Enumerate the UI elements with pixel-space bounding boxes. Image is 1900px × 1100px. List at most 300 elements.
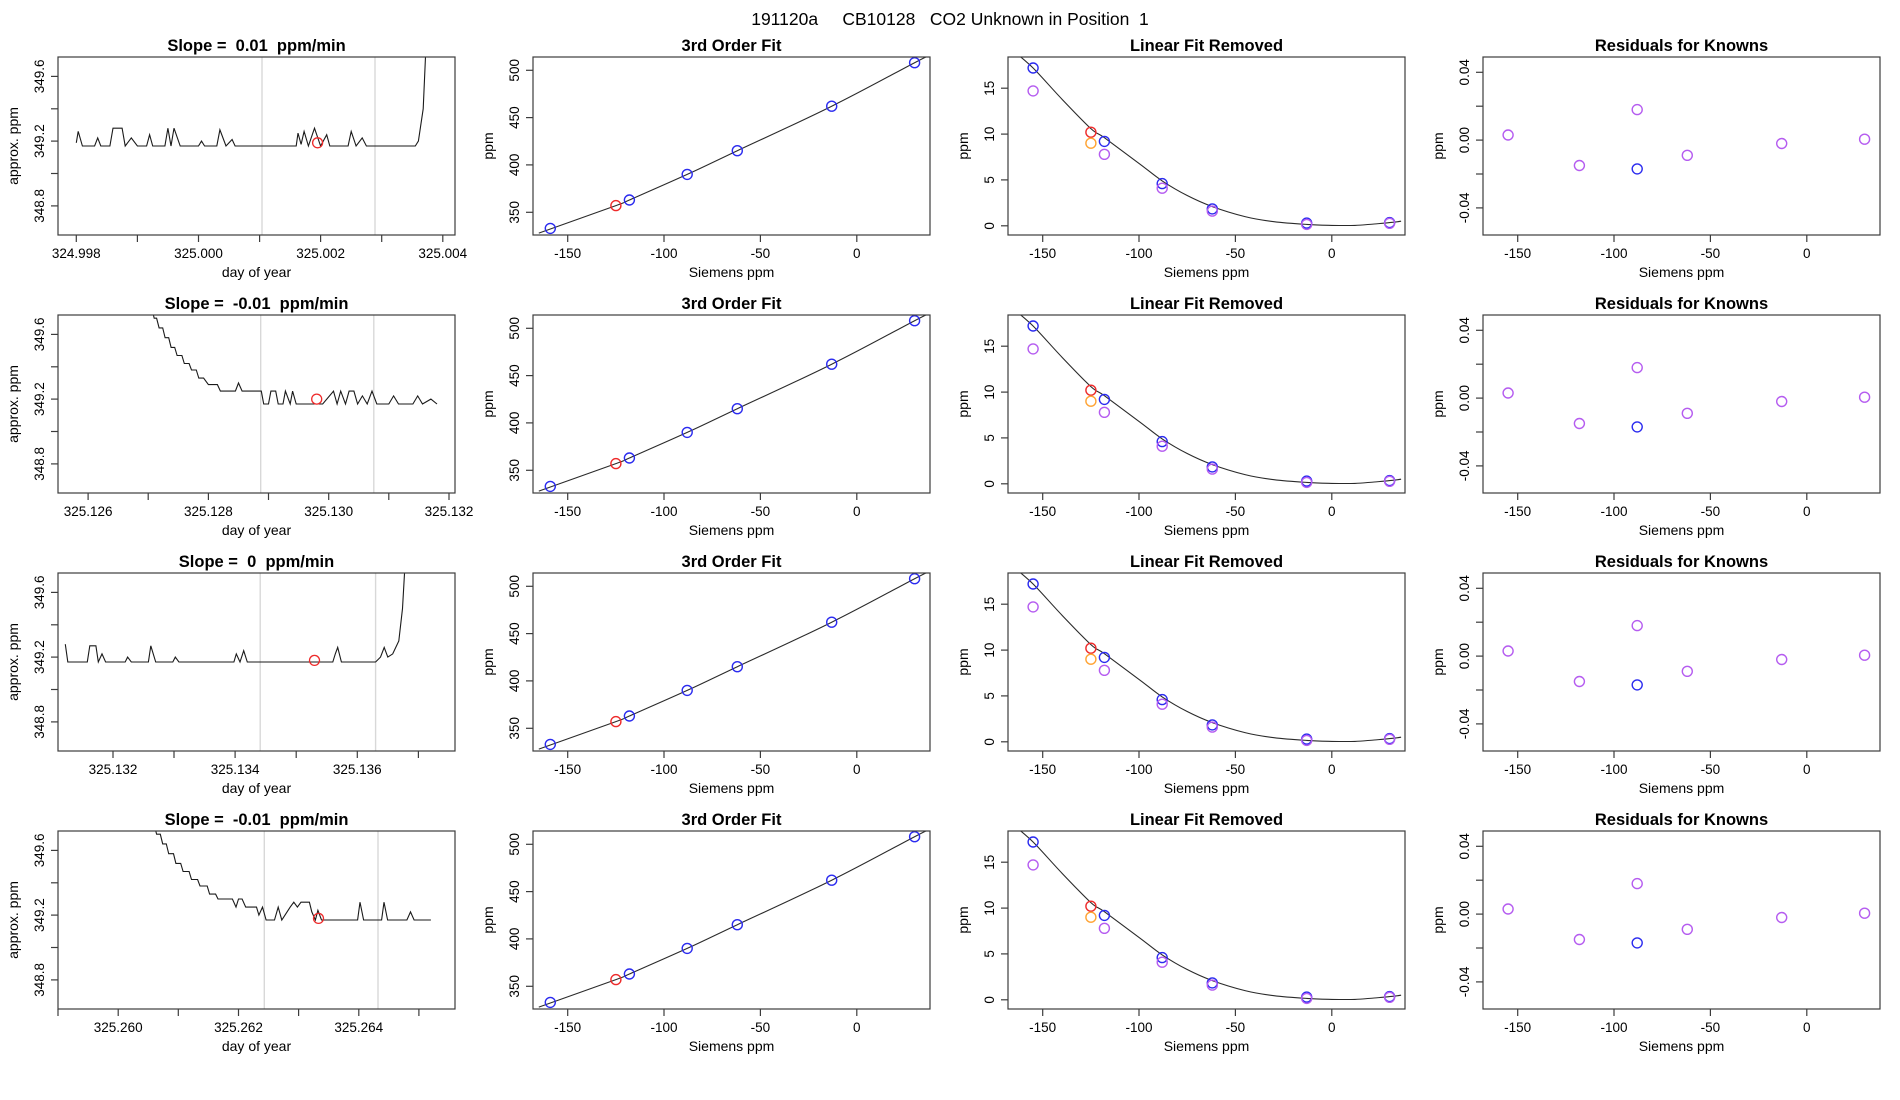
svg-text:-150: -150 xyxy=(554,246,582,261)
svg-text:325.262: 325.262 xyxy=(214,1020,263,1035)
svg-text:-150: -150 xyxy=(1029,1020,1057,1035)
purple-point xyxy=(1682,666,1692,676)
svg-text:15: 15 xyxy=(982,80,997,96)
series-line xyxy=(76,52,425,146)
svg-text:349.6: 349.6 xyxy=(32,833,47,868)
blue-point xyxy=(1632,938,1642,948)
plot-frame xyxy=(1483,315,1880,493)
series-line xyxy=(65,567,405,663)
svg-text:-150: -150 xyxy=(1029,504,1057,519)
blue-point xyxy=(545,739,555,749)
svg-text:349.6: 349.6 xyxy=(32,575,47,610)
svg-text:-100: -100 xyxy=(1600,504,1628,519)
x-axis-label: day of year xyxy=(221,522,292,538)
svg-text:349.2: 349.2 xyxy=(32,898,47,932)
x-axis xyxy=(64,493,474,538)
x-axis xyxy=(1029,493,1335,538)
panel-title: 3rd Order Fit xyxy=(681,554,782,571)
panel-title: Residuals for Knowns xyxy=(1594,554,1769,571)
svg-text:0: 0 xyxy=(853,246,861,261)
data-points xyxy=(1503,879,1870,948)
y-axis-label: approx. ppm xyxy=(5,365,21,443)
purple-point xyxy=(1207,206,1217,216)
x-axis-label: day of year xyxy=(221,264,292,280)
y-axis xyxy=(1430,59,1483,224)
svg-text:0: 0 xyxy=(1328,246,1336,261)
red-marker xyxy=(313,138,323,148)
y-axis-label: ppm xyxy=(955,648,971,676)
svg-text:5: 5 xyxy=(982,692,997,700)
svg-text:0: 0 xyxy=(1803,762,1811,777)
x-axis xyxy=(1029,751,1335,796)
svg-text:450: 450 xyxy=(507,622,522,645)
purple-point xyxy=(1632,879,1642,889)
purple-point xyxy=(1503,130,1513,140)
svg-text:5: 5 xyxy=(982,176,997,184)
x-axis xyxy=(52,235,468,280)
orange-point xyxy=(1086,396,1096,406)
svg-text:15: 15 xyxy=(982,854,997,870)
svg-text:-150: -150 xyxy=(1029,762,1057,777)
svg-text:350: 350 xyxy=(507,201,522,224)
data-points xyxy=(1503,621,1870,690)
svg-text:500: 500 xyxy=(507,833,522,856)
y-axis-label: ppm xyxy=(955,906,971,934)
panel-title: Slope = 0 ppm/min xyxy=(178,554,335,571)
svg-text:325.132: 325.132 xyxy=(88,762,138,777)
svg-text:0: 0 xyxy=(1328,504,1336,519)
blue-point xyxy=(1632,164,1642,174)
svg-text:-100: -100 xyxy=(650,762,678,777)
purple-point xyxy=(1099,923,1109,933)
svg-text:-150: -150 xyxy=(1504,246,1532,261)
svg-text:0.04: 0.04 xyxy=(1457,317,1472,344)
residuals-panel-row1 xyxy=(1425,38,1900,296)
plot-frame xyxy=(1483,573,1880,751)
svg-text:0.00: 0.00 xyxy=(1457,126,1472,154)
main-title: 191120a CB10128 CO2 Unknown in Position 1 xyxy=(751,9,1149,29)
svg-text:400: 400 xyxy=(507,411,522,435)
purple-point xyxy=(1574,419,1584,429)
y-axis xyxy=(955,81,1008,230)
panel-title: Residuals for Knowns xyxy=(1594,296,1769,313)
svg-text:-0.04: -0.04 xyxy=(1457,192,1472,224)
purple-point xyxy=(1503,904,1513,914)
data-points xyxy=(1028,321,1395,487)
data-points xyxy=(545,58,919,234)
y-axis-label: ppm xyxy=(480,390,496,418)
y-axis-label: approx. ppm xyxy=(5,623,21,701)
y-axis-label: ppm xyxy=(480,906,496,934)
purple-point xyxy=(1099,149,1109,159)
svg-text:325.000: 325.000 xyxy=(174,246,223,261)
purple-point xyxy=(1574,935,1584,945)
data-points xyxy=(1503,363,1870,432)
y-axis-label: ppm xyxy=(955,132,971,160)
y-axis xyxy=(5,60,58,223)
panel-title: 3rd Order Fit xyxy=(681,296,782,313)
orange-point xyxy=(1086,912,1096,922)
svg-text:-150: -150 xyxy=(554,1020,582,1035)
x-axis xyxy=(58,1009,419,1054)
svg-text:325.130: 325.130 xyxy=(304,504,354,519)
blue-point xyxy=(545,223,555,233)
svg-text:-150: -150 xyxy=(1504,504,1532,519)
svg-text:325.260: 325.260 xyxy=(93,1020,143,1035)
panel-title: 3rd Order Fit xyxy=(681,812,782,829)
purple-point xyxy=(1503,388,1513,398)
svg-text:5: 5 xyxy=(982,950,997,958)
data-points xyxy=(1028,63,1395,229)
svg-text:325.004: 325.004 xyxy=(418,246,468,261)
purple-point xyxy=(1682,924,1692,934)
orange-point xyxy=(1086,138,1096,148)
residuals-panel-row2 xyxy=(1425,296,1900,554)
purple-point xyxy=(1574,677,1584,687)
y-axis-label: ppm xyxy=(480,648,496,676)
data-points xyxy=(1028,579,1395,745)
svg-text:0: 0 xyxy=(1803,1020,1811,1035)
svg-text:400: 400 xyxy=(507,153,522,177)
y-axis xyxy=(955,597,1008,746)
purple-point xyxy=(1777,397,1787,407)
y-axis xyxy=(5,834,58,997)
svg-text:400: 400 xyxy=(507,927,522,951)
fit-curve xyxy=(1012,824,1401,1000)
panel-title: Slope = 0.01 ppm/min xyxy=(167,38,346,55)
y-axis-label: ppm xyxy=(1430,132,1446,160)
x-axis xyxy=(554,751,860,796)
svg-text:0: 0 xyxy=(1803,504,1811,519)
svg-text:-50: -50 xyxy=(750,504,771,519)
svg-text:10: 10 xyxy=(982,900,997,916)
plot-frame xyxy=(1483,831,1880,1009)
purple-point xyxy=(1777,913,1787,923)
blue-point xyxy=(545,481,555,491)
svg-text:500: 500 xyxy=(507,575,522,598)
x-axis-label: Siemens ppm xyxy=(688,264,775,280)
y-axis xyxy=(480,59,533,224)
svg-text:-50: -50 xyxy=(1225,504,1246,519)
svg-text:-50: -50 xyxy=(750,246,771,261)
svg-text:350: 350 xyxy=(507,459,522,482)
x-axis xyxy=(1504,751,1810,796)
svg-text:0: 0 xyxy=(982,996,997,1004)
plot-frame xyxy=(1008,315,1405,493)
fit-curve xyxy=(539,315,926,491)
residuals-panel-row3 xyxy=(1425,554,1900,812)
svg-text:-150: -150 xyxy=(554,504,582,519)
data-points xyxy=(1503,105,1870,174)
y-axis xyxy=(955,339,1008,488)
x-axis-label: Siemens ppm xyxy=(1163,264,1250,280)
panel-title: Residuals for Knowns xyxy=(1594,812,1769,829)
y-axis-label: ppm xyxy=(480,132,496,160)
panel-title: Slope = -0.01 ppm/min xyxy=(164,812,349,829)
x-axis-label: Siemens ppm xyxy=(688,1038,775,1054)
svg-text:325.002: 325.002 xyxy=(296,246,346,261)
data-points xyxy=(1028,837,1395,1003)
svg-text:348.8: 348.8 xyxy=(32,189,47,223)
third-order-fit-panel-row3 xyxy=(475,554,950,812)
svg-text:-100: -100 xyxy=(1600,762,1628,777)
x-axis-label: Siemens ppm xyxy=(1638,1038,1725,1054)
svg-text:0: 0 xyxy=(982,222,997,230)
y-axis-label: ppm xyxy=(1430,390,1446,418)
svg-text:0: 0 xyxy=(1328,762,1336,777)
purple-point xyxy=(1860,650,1870,660)
svg-text:0: 0 xyxy=(853,762,861,777)
panel-title: Slope = -0.01 ppm/min xyxy=(164,296,349,313)
svg-text:-100: -100 xyxy=(1125,1020,1153,1035)
x-axis xyxy=(554,493,860,538)
svg-text:-0.04: -0.04 xyxy=(1457,450,1472,482)
timeseries-panel-row3 xyxy=(0,554,475,812)
fit-curve xyxy=(1012,566,1401,742)
svg-text:5: 5 xyxy=(982,434,997,442)
svg-text:-50: -50 xyxy=(1225,246,1246,261)
y-axis xyxy=(5,318,58,481)
svg-text:350: 350 xyxy=(507,975,522,998)
svg-text:-50: -50 xyxy=(1225,762,1246,777)
svg-text:-0.04: -0.04 xyxy=(1457,708,1472,740)
x-axis xyxy=(1504,235,1810,280)
svg-text:15: 15 xyxy=(982,338,997,354)
svg-text:349.2: 349.2 xyxy=(32,640,47,674)
svg-text:0.00: 0.00 xyxy=(1457,642,1472,670)
svg-text:349.2: 349.2 xyxy=(32,382,47,416)
x-axis xyxy=(1504,1009,1810,1054)
x-axis-label: Siemens ppm xyxy=(1638,780,1725,796)
purple-point xyxy=(1099,407,1109,417)
x-axis-label: Siemens ppm xyxy=(688,522,775,538)
svg-text:325.264: 325.264 xyxy=(334,1020,384,1035)
svg-text:15: 15 xyxy=(982,596,997,612)
timeseries-panel-row1 xyxy=(0,38,475,296)
svg-text:-0.04: -0.04 xyxy=(1457,966,1472,998)
svg-text:10: 10 xyxy=(982,642,997,658)
series-line xyxy=(154,825,431,921)
svg-text:450: 450 xyxy=(507,106,522,129)
svg-text:0.00: 0.00 xyxy=(1457,900,1472,928)
third-order-fit-panel-row2 xyxy=(475,296,950,554)
y-axis-label: ppm xyxy=(955,390,971,418)
purple-point xyxy=(1503,646,1513,656)
plot-frame xyxy=(533,573,930,751)
y-axis xyxy=(480,317,533,482)
y-axis xyxy=(5,576,58,739)
linear-fit-removed-panel-row3 xyxy=(950,554,1425,812)
y-axis xyxy=(1430,833,1483,998)
red-marker xyxy=(310,655,320,665)
svg-text:348.8: 348.8 xyxy=(32,705,47,739)
linear-fit-removed-panel-row4 xyxy=(950,812,1425,1070)
svg-text:0: 0 xyxy=(1328,1020,1336,1035)
orange-point xyxy=(1086,654,1096,664)
fit-curve xyxy=(539,57,926,233)
x-axis-label: day of year xyxy=(221,1038,292,1054)
x-axis-label: Siemens ppm xyxy=(1163,780,1250,796)
plot-frame xyxy=(1008,573,1405,751)
svg-text:500: 500 xyxy=(507,59,522,82)
svg-text:500: 500 xyxy=(507,317,522,340)
purple-point xyxy=(1860,392,1870,402)
svg-text:-100: -100 xyxy=(1600,246,1628,261)
linear-fit-removed-panel-row2 xyxy=(950,296,1425,554)
svg-text:-50: -50 xyxy=(1700,762,1721,777)
x-axis xyxy=(554,1009,860,1054)
x-axis xyxy=(1504,493,1810,538)
svg-text:10: 10 xyxy=(982,384,997,400)
svg-text:349.6: 349.6 xyxy=(32,59,47,94)
y-axis xyxy=(955,855,1008,1004)
svg-text:325.134: 325.134 xyxy=(210,762,260,777)
svg-text:-150: -150 xyxy=(1029,246,1057,261)
x-axis-label: Siemens ppm xyxy=(1638,264,1725,280)
svg-text:0.04: 0.04 xyxy=(1457,575,1472,602)
panel-title: Linear Fit Removed xyxy=(1129,38,1284,55)
svg-text:0: 0 xyxy=(853,1020,861,1035)
svg-text:325.136: 325.136 xyxy=(332,762,382,777)
panel-title: Linear Fit Removed xyxy=(1129,812,1284,829)
svg-text:-100: -100 xyxy=(1125,246,1153,261)
blue-point xyxy=(545,997,555,1007)
x-axis xyxy=(1029,235,1335,280)
y-axis xyxy=(1430,575,1483,740)
data-points xyxy=(545,574,919,750)
purple-point xyxy=(1632,363,1642,373)
svg-text:0.00: 0.00 xyxy=(1457,384,1472,412)
purple-point xyxy=(1777,655,1787,665)
blue-point xyxy=(1632,680,1642,690)
x-axis-label: day of year xyxy=(221,780,292,796)
svg-text:0.04: 0.04 xyxy=(1457,833,1472,860)
purple-point xyxy=(1207,464,1217,474)
purple-point xyxy=(1860,908,1870,918)
x-axis xyxy=(1029,1009,1335,1054)
plot-frame xyxy=(533,315,930,493)
x-axis xyxy=(89,751,419,796)
svg-text:350: 350 xyxy=(507,717,522,740)
svg-text:0: 0 xyxy=(1803,246,1811,261)
purple-point xyxy=(1028,860,1038,870)
svg-text:348.8: 348.8 xyxy=(32,963,47,997)
purple-point xyxy=(1028,86,1038,96)
plot-grid xyxy=(0,38,1900,1070)
panel-title: Residuals for Knowns xyxy=(1594,38,1769,55)
purple-point xyxy=(1632,105,1642,115)
y-axis xyxy=(480,575,533,740)
svg-text:325.128: 325.128 xyxy=(183,504,233,519)
x-axis-label: Siemens ppm xyxy=(1163,1038,1250,1054)
svg-text:-150: -150 xyxy=(1504,1020,1532,1035)
svg-text:-100: -100 xyxy=(650,504,678,519)
y-axis-label: ppm xyxy=(1430,906,1446,934)
purple-point xyxy=(1632,621,1642,631)
svg-text:0: 0 xyxy=(982,738,997,746)
purple-point xyxy=(1028,344,1038,354)
y-axis-label: ppm xyxy=(1430,648,1446,676)
y-axis-label: approx. ppm xyxy=(5,881,21,959)
svg-text:349.2: 349.2 xyxy=(32,124,47,158)
svg-text:325.132: 325.132 xyxy=(424,504,474,519)
data-points xyxy=(545,832,919,1008)
plot-frame xyxy=(533,57,930,235)
data-points xyxy=(545,316,919,492)
x-axis-label: Siemens ppm xyxy=(1638,522,1725,538)
residuals-panel-row4 xyxy=(1425,812,1900,1070)
svg-text:-100: -100 xyxy=(1125,504,1153,519)
svg-text:450: 450 xyxy=(507,880,522,903)
panel-title: 3rd Order Fit xyxy=(681,38,782,55)
svg-text:-50: -50 xyxy=(750,762,771,777)
purple-point xyxy=(1682,150,1692,160)
svg-text:10: 10 xyxy=(982,126,997,142)
third-order-fit-panel-row4 xyxy=(475,812,950,1070)
fit-curve xyxy=(539,831,926,1007)
fit-curve xyxy=(539,573,926,749)
svg-text:349.6: 349.6 xyxy=(32,317,47,352)
panel-title: Linear Fit Removed xyxy=(1129,296,1284,313)
svg-text:348.8: 348.8 xyxy=(32,447,47,481)
blue-point xyxy=(1207,204,1217,214)
blue-point xyxy=(1207,462,1217,472)
svg-text:324.998: 324.998 xyxy=(51,246,101,261)
purple-point xyxy=(1574,161,1584,171)
svg-text:0: 0 xyxy=(853,504,861,519)
fit-curve xyxy=(1012,308,1401,484)
svg-text:-100: -100 xyxy=(650,246,678,261)
svg-text:0: 0 xyxy=(982,480,997,488)
plot-frame xyxy=(1483,57,1880,235)
svg-text:450: 450 xyxy=(507,364,522,387)
plot-frame xyxy=(533,831,930,1009)
svg-text:0.04: 0.04 xyxy=(1457,59,1472,86)
y-axis-label: approx. ppm xyxy=(5,107,21,185)
blue-point xyxy=(1632,422,1642,432)
x-axis xyxy=(554,235,860,280)
svg-text:-50: -50 xyxy=(1700,246,1721,261)
fit-curve xyxy=(1012,50,1401,226)
x-axis-label: Siemens ppm xyxy=(688,780,775,796)
svg-text:-50: -50 xyxy=(1700,1020,1721,1035)
purple-point xyxy=(1777,139,1787,149)
purple-point xyxy=(1099,665,1109,675)
timeseries-panel-row4 xyxy=(0,812,475,1070)
third-order-fit-panel-row1 xyxy=(475,38,950,296)
svg-text:-100: -100 xyxy=(1600,1020,1628,1035)
purple-point xyxy=(1682,408,1692,418)
purple-point xyxy=(1028,602,1038,612)
svg-text:-50: -50 xyxy=(1225,1020,1246,1035)
svg-text:-150: -150 xyxy=(554,762,582,777)
series-line xyxy=(152,309,437,405)
x-axis-label: Siemens ppm xyxy=(1163,522,1250,538)
linear-fit-removed-panel-row1 xyxy=(950,38,1425,296)
svg-text:325.126: 325.126 xyxy=(63,504,113,519)
svg-text:400: 400 xyxy=(507,669,522,693)
svg-text:-50: -50 xyxy=(750,1020,771,1035)
plot-frame xyxy=(1008,57,1405,235)
plot-frame xyxy=(1008,831,1405,1009)
y-axis xyxy=(1430,317,1483,482)
purple-point xyxy=(1860,134,1870,144)
svg-text:-50: -50 xyxy=(1700,504,1721,519)
plot-frame xyxy=(58,315,455,493)
panel-title: Linear Fit Removed xyxy=(1129,554,1284,571)
timeseries-panel-row2 xyxy=(0,296,475,554)
red-marker xyxy=(312,394,322,404)
